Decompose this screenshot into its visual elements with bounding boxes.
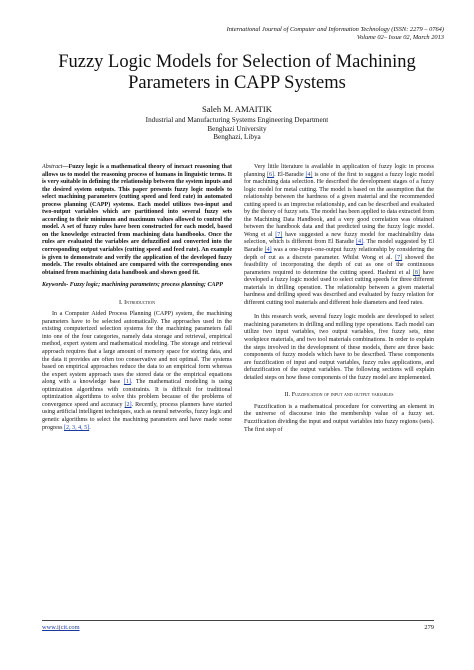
section-title: Fuzzification of input and output variables (291, 391, 394, 399)
title-line-1: Fuzzy Logic Models for Selection of Machining (58, 52, 416, 72)
text-span: . The model suggested by El Baradie (244, 239, 434, 254)
left-column (42, 164, 232, 432)
right-column (244, 164, 434, 434)
text-span: . (89, 424, 91, 431)
paper-title (20, 52, 454, 94)
section-title: Introduction (124, 298, 156, 306)
section-number: II. (284, 391, 291, 399)
text-span: was a one-input–one-output fuzzy relationship by considering the depth of cut as a discrete parameter. Whilst Wong et al. (244, 247, 434, 261)
intro-paragraph (42, 311, 232, 432)
author-university: Benghazi University (207, 124, 267, 133)
text-span: Very little literature is available in application of fuzzy logic in process planning (244, 164, 434, 178)
citation-link[interactable]: [2, 3, 4, 5] (64, 424, 90, 431)
section-heading-fuzzification (244, 391, 434, 399)
author-affiliation: Industrial and Manufacturing Systems Engineering Department (145, 115, 329, 124)
text-span: In a Computer Aided Process Planning (CAPP) system, the machining parameters have to be selected automatically. The approaches used in the existing computerized selection systems for the machining parameters fall into one of the four categories, namely data storage and retrieval, empirical method, expert system and mathematical modeling. The storage and retrieval approach requires that a large amount of memory space for storing data, and the data it provides are often too conservative and not optimal. The systems based on empirical approaches reduce the data to an empirical form whereas the expert system approach uses the stored data or the empirical equations along with a knowledge base (42, 311, 232, 386)
abstract (42, 164, 232, 277)
text-span: . Recently, process planners have started using artificial intelligent techniques, such as neural networks, fuzzy logic and genetic algorithms to select the machining parameters and have made some progress (42, 401, 232, 431)
abstract-text: —Fuzzy logic is a mathematical theory of inexact reasoning that allows us to model the reasoning process of humans in linguistic terms. It is very suitable in defining the relationship between the system inputs and the desired system outputs. This paper presents fuzzy logic models to select machining parameters (cutting speed and feed rate) in automated process planning (CAPP) systems. Each model utilizes two-input and two-output variables which are partitioned into several fuzzy sets according to their minimum and maximum values allowed to control the model. A set of fuzzy rules have been constructed for each model, based on the knowledge extracted from machining data handbooks. Once the rules are evaluated the variables are defuzzified and converted into the corresponding output variables (cutting speed and feed rate). An example is given to demonstrate and verify the application of the developed fuzzy models. The results obtained are compared with the corresponding ones obtained from machining data handbook and shown good fit. (42, 164, 232, 276)
citation-link[interactable]: [1] (123, 379, 131, 386)
fuzzification-paragraph: Fuzzification is a mathematical procedure for converting an element in the universe of discourse into the membership value of a fuzzy set. Fuzzification dividing the input and output variables into fuzzy regions (sets). The first step of (244, 403, 434, 433)
section-heading-introduction (42, 299, 232, 307)
volume-line: Volume 02– Issue 02, March 2013 (356, 34, 444, 42)
page-number: 279 (424, 624, 434, 631)
author-block (20, 105, 454, 142)
text-span: . El-Baradie (274, 171, 306, 178)
literature-paragraph (244, 164, 434, 307)
keywords: Keywords- Fuzzy logic; machining parameters; process planning; CAPP (42, 282, 223, 289)
title-line-2: Parameters in CAPP Systems (128, 73, 346, 93)
citation-link[interactable]: [4] (264, 247, 272, 254)
section-number: I. (118, 298, 123, 306)
text-span: have developed a fuzzy logic model used to select cutting speeds for three different materials in drilling operation. The relationship between a given material hardness and drilling speed was described and evaluated by fuzzy relation for different cutting tool materials and different hole diameters and feed rates. (244, 269, 434, 306)
research-paragraph: In this research work, several fuzzy logic models are developed to select machining parameters in drilling and milling type operations. Each model can utilize two input variables, two output variables, five fuzzy sets, nine workpiece materials, and two tool materials combinations. In order to explain the steps involved in the development of these models, there are three basic components of fuzzy models which have to be described. These components are fuzzification of input and output variables, fuzzy rules applications, and defuzzification of the output variables. The following sections will explain detailed steps on how these components of the fuzzy model are implemented. (244, 314, 434, 381)
citation-link[interactable]: [4] (356, 239, 364, 246)
text-span: have suggested a new fuzzy model for machinability data selection, which is different from El Baradie (244, 231, 434, 246)
citation-link[interactable]: [6] (267, 171, 275, 178)
abstract-label: Abstract (42, 164, 63, 170)
citation-link[interactable]: [4] (305, 171, 313, 178)
footer-url-link[interactable]: www.ijcit.com (42, 624, 80, 631)
author-name: Saleh M. AMAITIK (202, 104, 272, 114)
citation-link[interactable]: [8] (412, 269, 420, 276)
journal-header (227, 26, 444, 42)
text-span: showed the feasibility of incorporating the depth of cut as one of the continuous parameters required to determine the cutting speed. Hashmi et al (244, 254, 435, 276)
footer-divider (42, 620, 434, 621)
citation-link[interactable]: [2] (124, 401, 132, 408)
citation-link[interactable]: [7] (395, 254, 403, 261)
text-span: is one of the first to suggest a fuzzy logic model for machining data selection. He described the development stages of a fuzzy logic model for metal cutting. The model is based on the assumption that the relationship between the hardness of a given material and the recommended cutting speed is an imprecise relationship, and can be described and evaluated by the theory of fuzzy sets. The model has been applied to data extracted from the Machining Data Handbook, and a very good correlation was obtained between the handbook data and that predicted using the fuzzy logic model. Wong et al (244, 171, 434, 238)
journal-line: International Journal of Computer and Information Technology (ISSN: 2279 – 0764) (226, 26, 444, 33)
text-span: . The mathematical modeling is using optimization algorithms with constraints. It is difficult for traditional optimization algorithms to solve this problem because of the problems of convergence speed and accuracy (42, 379, 232, 408)
author-location: Benghazi, Libya (213, 133, 261, 142)
citation-link[interactable]: [7] (275, 231, 283, 238)
